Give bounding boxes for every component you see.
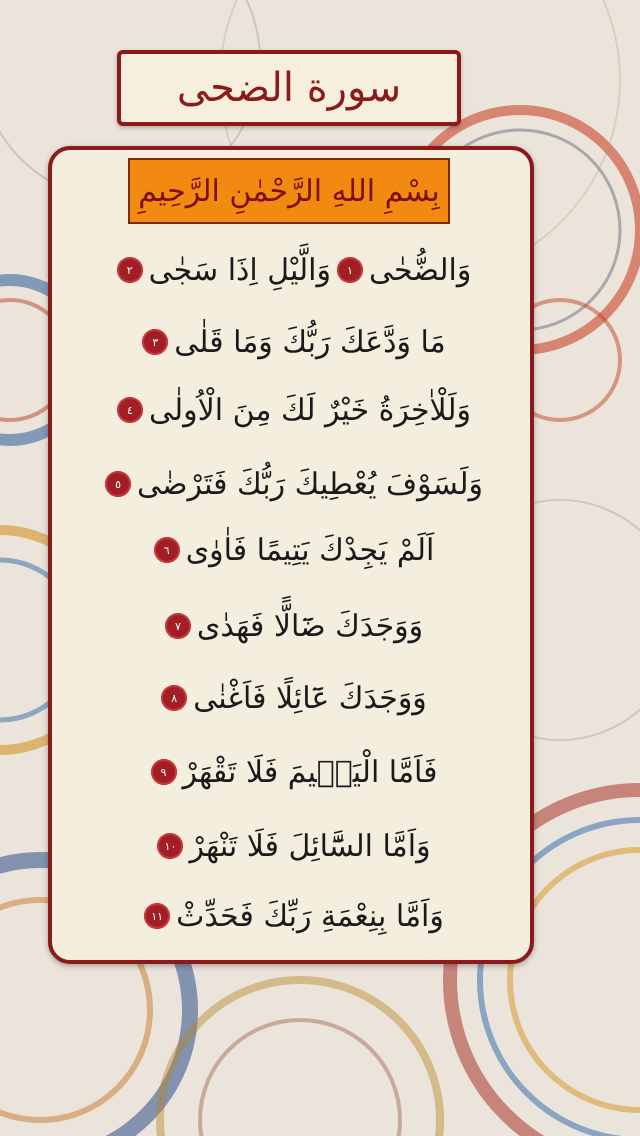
ayah-text: وَالضُّحٰى (369, 252, 472, 288)
ayah-number-badge: ١ (337, 257, 363, 283)
ayah-text: وَاَمَّا السَّٓائِلَ فَلَا تَنْهَرْ (189, 828, 431, 864)
ayah-number-badge: ٣ (142, 329, 168, 355)
basmala-banner (128, 158, 450, 224)
ayah-number-badge: ٤ (117, 397, 143, 423)
ayah-number-badge: ١١ (144, 903, 170, 929)
ayah-line-1 (60, 242, 522, 298)
ayah-number-badge: ٢ (117, 257, 143, 283)
ayah-number-badge: ١٠ (157, 833, 183, 859)
ayah-text: فَاَمَّا الْيَت۪يمَ فَلَا تَقْهَرْ (182, 754, 438, 790)
ayah-line-8 (60, 744, 522, 800)
ayah-text: وَاَمَّا بِنِعْمَةِ رَبِّكَ فَحَدِّثْ (176, 898, 444, 934)
surah-title-box (117, 50, 461, 126)
ayah-number-badge: ٨ (161, 685, 187, 711)
ayah-text: اَلَمْ يَجِدْكَ يَتِيمًا فَاٰوٰى (185, 532, 435, 568)
surah-title: سورة الضحى (176, 65, 402, 111)
ayah-text: وَالَّيْلِ اِذَا سَجٰى (148, 252, 331, 288)
ayah-line-3 (60, 382, 522, 438)
ayah-number-badge: ٧ (165, 613, 191, 639)
ayah-line-4 (60, 456, 522, 512)
ayah-number-badge: ٩ (151, 759, 177, 785)
ayah-text: مَا وَدَّعَكَ رَبُّكَ وَمَا قَلٰى (174, 324, 446, 360)
ayah-number-badge: ٥ (105, 471, 131, 497)
ayah-line-2 (60, 314, 522, 370)
ayah-text: وَلَسَوْفَ يُعْطِيكَ رَبُّكَ فَتَرْضٰى (137, 466, 483, 502)
ayah-line-5 (60, 522, 522, 578)
ayah-number-badge: ٦ (154, 537, 180, 563)
ayah-line-10 (60, 888, 522, 944)
ayah-text: وَوَجَدَكَ ضَٓالًّا فَهَدٰى (196, 608, 424, 644)
ayah-text: وَلَلْاٰخِرَةُ خَيْرٌ لَكَ مِنَ الْاُولٰى (148, 392, 472, 428)
ayah-text: وَوَجَدَكَ عَٓائِلًا فَاَغْنٰى (193, 680, 427, 716)
ayah-line-6 (60, 598, 522, 654)
ayah-line-7 (60, 670, 522, 726)
ayah-line-9 (60, 818, 522, 874)
basmala-text: بِسْمِ اللهِ الرَّحْمٰنِ الرَّحِيمِ (138, 173, 440, 209)
